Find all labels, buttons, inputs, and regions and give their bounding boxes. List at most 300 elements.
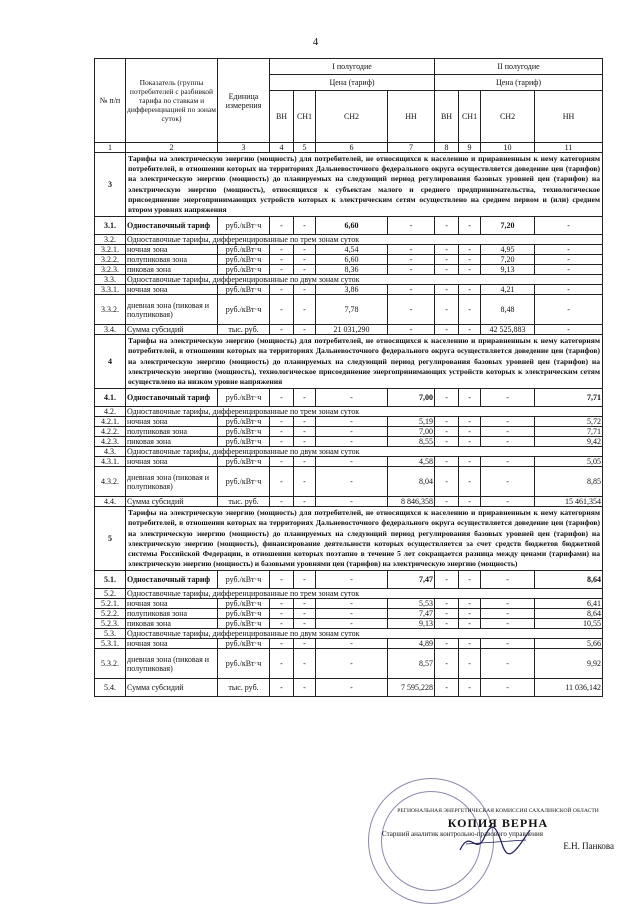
row-number: 5.2.3. xyxy=(95,619,126,629)
table-row xyxy=(95,497,603,507)
tariff-value: 7 595,228 xyxy=(388,679,435,697)
tariff-value: - xyxy=(316,389,388,407)
tariff-value: - xyxy=(294,609,316,619)
tariff-value: - xyxy=(294,649,316,679)
tariff-value: - xyxy=(481,427,535,437)
tariff-value: - xyxy=(459,457,481,467)
tariff-value: - xyxy=(481,437,535,447)
col-number: 8 xyxy=(435,143,459,153)
tariff-value: - xyxy=(459,417,481,427)
table-row xyxy=(95,417,603,427)
tariff-value: - xyxy=(435,649,459,679)
tariff-value: - xyxy=(459,609,481,619)
tariff-value: 5,19 xyxy=(388,417,435,427)
tariff-value: 5,53 xyxy=(388,599,435,609)
tariff-value: 4,58 xyxy=(388,457,435,467)
tariff-value: - xyxy=(270,679,294,697)
tariff-value: - xyxy=(435,679,459,697)
tariff-value: 8,57 xyxy=(388,649,435,679)
tariff-value: - xyxy=(294,497,316,507)
tariff-value: - xyxy=(316,427,388,437)
stamp-title: КОПИЯ ВЕРНА xyxy=(447,815,549,830)
header-half-1: I полугодие xyxy=(270,59,435,75)
section-title: Тарифы на электрическую энергию (мощность) для потребителей, не относящихся к населению и приравненным к нему категориям потребителей, в отношении которых на территориях Дальневосточного федерального округа осуществляется доведение цен (тарифов) на электрическую энергию (мощность) до планируемых на следующий период регулирования базовых уровней цен (тарифов) на электрическую энергию (мощность), относящихся к субъектам малого и среднего предпринимательства, технологическое присоединение энергопринимающих устройств которых к электрическим сетям осуществлено на среднем первом и (или) среднем втором уровнях напряжения xyxy=(126,153,603,217)
tariff-value: 9,42 xyxy=(535,437,603,447)
table-row xyxy=(95,457,603,467)
col-number: 6 xyxy=(316,143,388,153)
tariff-value: 9,13 xyxy=(481,265,535,275)
row-unit: руб./кВт·ч xyxy=(218,295,270,325)
row-label: ночная зона xyxy=(126,285,218,295)
tariff-value: - xyxy=(435,255,459,265)
tariff-value: - xyxy=(270,285,294,295)
table-row xyxy=(95,589,603,599)
table-row xyxy=(95,295,603,325)
tariff-value: - xyxy=(388,325,435,335)
tariff-value: 3,86 xyxy=(316,285,388,295)
row-label: дневная зона (пиковая и полупиковая) xyxy=(126,649,218,679)
tariff-value: - xyxy=(270,497,294,507)
tariff-value: - xyxy=(435,265,459,275)
tariff-value: 8 846,358 xyxy=(388,497,435,507)
row-label: ночная зона xyxy=(126,245,218,255)
row-number: 3.4. xyxy=(95,325,126,335)
tariff-value: - xyxy=(270,389,294,407)
tariff-value: 6,41 xyxy=(535,599,603,609)
tariff-value: - xyxy=(316,467,388,497)
tariff-value: 7,47 xyxy=(388,609,435,619)
tariff-value: - xyxy=(459,599,481,609)
row-label: ночная зона xyxy=(126,639,218,649)
tariff-value: - xyxy=(435,417,459,427)
tariff-value: - xyxy=(459,295,481,325)
tariff-value: 9,92 xyxy=(535,649,603,679)
row-number: 4.3.2. xyxy=(95,467,126,497)
header-vn-1: ВН xyxy=(270,91,294,143)
tariff-value: - xyxy=(316,497,388,507)
tariff-value: 10,55 xyxy=(535,619,603,629)
tariff-value: - xyxy=(294,265,316,275)
tariff-value: - xyxy=(435,599,459,609)
tariff-value: 8,85 xyxy=(535,467,603,497)
row-unit: руб./кВт·ч xyxy=(218,639,270,649)
row-number: 3.2.1. xyxy=(95,245,126,255)
tariff-value: - xyxy=(270,639,294,649)
row-number: 4.2.3. xyxy=(95,437,126,447)
row-number: 5.2.2. xyxy=(95,609,126,619)
subsection-title: Одноставочные тарифы, дифференцированные по двум зонам суток xyxy=(126,629,603,639)
table-row xyxy=(95,407,603,417)
tariff-value: - xyxy=(435,497,459,507)
tariff-value: 7,00 xyxy=(388,389,435,407)
tariff-value: - xyxy=(316,649,388,679)
row-number: 3.2.2. xyxy=(95,255,126,265)
table-row xyxy=(95,335,603,389)
row-unit: руб./кВт·ч xyxy=(218,609,270,619)
tariff-value: - xyxy=(388,245,435,255)
row-label: полупиковая зона xyxy=(126,427,218,437)
tariff-value: - xyxy=(435,437,459,447)
row-number: 5.2.1. xyxy=(95,599,126,609)
table-row xyxy=(95,325,603,335)
col-number: 4 xyxy=(270,143,294,153)
col-number: 2 xyxy=(126,143,218,153)
row-unit: руб./кВт·ч xyxy=(218,599,270,609)
tariff-value: - xyxy=(535,217,603,235)
table-row xyxy=(95,427,603,437)
row-number: 5.3. xyxy=(95,629,126,639)
tariff-value: - xyxy=(435,217,459,235)
tariff-value: - xyxy=(535,325,603,335)
tariff-value: - xyxy=(316,571,388,589)
tariff-value: 11 036,142 xyxy=(535,679,603,697)
tariff-value: 4,89 xyxy=(388,639,435,649)
tariff-value: - xyxy=(294,679,316,697)
tariff-value: 42 525,883 xyxy=(481,325,535,335)
table-row xyxy=(95,619,603,629)
tariff-value: - xyxy=(294,599,316,609)
tariff-value: - xyxy=(316,679,388,697)
col-number: 5 xyxy=(294,143,316,153)
tariff-value: 8,04 xyxy=(388,467,435,497)
table-row xyxy=(95,639,603,649)
header-price-2: Цена (тариф) xyxy=(435,75,603,91)
signature-image xyxy=(456,820,536,860)
tariff-value: - xyxy=(270,599,294,609)
row-unit: тыс. руб. xyxy=(218,497,270,507)
row-label: полупиковая зона xyxy=(126,609,218,619)
stamp-organization: РЕГИОНАЛЬНАЯ ЭНЕРГЕТИЧЕСКАЯ КОМИССИЯ САХАЛИНСКОЙ ОБЛАСТИ xyxy=(397,808,599,814)
table-row xyxy=(95,571,603,589)
header-unit: Единица измерения xyxy=(218,59,270,143)
row-label: Одноставочный тариф xyxy=(126,571,218,589)
row-number: 4.2.2. xyxy=(95,427,126,437)
tariff-value: - xyxy=(481,417,535,427)
tariff-value: - xyxy=(294,417,316,427)
tariff-value: - xyxy=(435,427,459,437)
tariff-table xyxy=(94,58,603,697)
tariff-value: - xyxy=(270,427,294,437)
tariff-value: - xyxy=(270,325,294,335)
tariff-value: 6,60 xyxy=(316,217,388,235)
row-unit: руб./кВт·ч xyxy=(218,649,270,679)
row-unit: руб./кВт·ч xyxy=(218,457,270,467)
section-number: 3 xyxy=(95,153,126,217)
tariff-value: - xyxy=(270,437,294,447)
tariff-value: - xyxy=(459,325,481,335)
tariff-value: - xyxy=(459,437,481,447)
tariff-value: - xyxy=(459,497,481,507)
tariff-value: 7,71 xyxy=(535,389,603,407)
tariff-value: - xyxy=(270,609,294,619)
table-row xyxy=(95,265,603,275)
row-label: дневная зона (пиковая и полупиковая) xyxy=(126,295,218,325)
row-unit: руб./кВт·ч xyxy=(218,467,270,497)
tariff-value: 7,78 xyxy=(316,295,388,325)
tariff-value: - xyxy=(481,639,535,649)
row-label: Одноставочный тариф xyxy=(126,217,218,235)
tariff-value: - xyxy=(435,245,459,255)
tariff-value: 7,00 xyxy=(388,427,435,437)
subsection-title: Одноставочные тарифы, дифференцированные по двум зонам суток xyxy=(126,275,603,285)
table-row xyxy=(95,275,603,285)
tariff-value: - xyxy=(270,649,294,679)
tariff-value: - xyxy=(270,245,294,255)
tariff-value: 8,48 xyxy=(481,295,535,325)
row-unit: руб./кВт·ч xyxy=(218,217,270,235)
tariff-value: 7,47 xyxy=(388,571,435,589)
row-label: ночная зона xyxy=(126,599,218,609)
row-label: ночная зона xyxy=(126,457,218,467)
tariff-value: - xyxy=(535,265,603,275)
tariff-value: - xyxy=(270,255,294,265)
header-sn1-2: СН1 xyxy=(459,91,481,143)
row-label: пиковая зона xyxy=(126,265,218,275)
tariff-value: 15 461,354 xyxy=(535,497,603,507)
tariff-value: - xyxy=(316,457,388,467)
tariff-value: - xyxy=(459,427,481,437)
header-sn1-1: СН1 xyxy=(294,91,316,143)
tariff-value: - xyxy=(459,467,481,497)
tariff-value: 4,21 xyxy=(481,285,535,295)
row-unit: руб./кВт·ч xyxy=(218,427,270,437)
table-row xyxy=(95,629,603,639)
col-number: 9 xyxy=(459,143,481,153)
tariff-value: - xyxy=(481,457,535,467)
table-row xyxy=(95,245,603,255)
tariff-value: 5,72 xyxy=(535,417,603,427)
tariff-value: - xyxy=(294,255,316,265)
tariff-value: - xyxy=(270,467,294,497)
tariff-value: - xyxy=(459,679,481,697)
table-row xyxy=(95,285,603,295)
tariff-value: - xyxy=(481,599,535,609)
tariff-value: 6,60 xyxy=(316,255,388,265)
tariff-value: - xyxy=(294,619,316,629)
row-number: 4.4. xyxy=(95,497,126,507)
row-label: Одноставочный тариф xyxy=(126,389,218,407)
tariff-value: - xyxy=(294,427,316,437)
section-title: Тарифы на электрическую энергию (мощность) для потребителей, не относящихся к населению и приравненным к нему категориям потребителей, в отношении которых на территориях Дальневосточного федерального округа осуществляется доведение цен (тарифов) на электрическую энергию (мощность) до планируемых на следующий период регулирования базовых уровней цен (тарифов) на электрическую энергию (мощность), технологическое присоединение энергопринимающих устройств которых к электрическим сетям осуществлено на низком уровне напряжения xyxy=(126,335,603,389)
row-number: 3.1. xyxy=(95,217,126,235)
row-unit: тыс. руб. xyxy=(218,679,270,697)
row-unit: тыс. руб. xyxy=(218,325,270,335)
tariff-value: - xyxy=(294,325,316,335)
tariff-value: 4,95 xyxy=(481,245,535,255)
tariff-value: - xyxy=(459,285,481,295)
tariff-value: - xyxy=(435,389,459,407)
tariff-value: - xyxy=(435,619,459,629)
tariff-value: - xyxy=(270,417,294,427)
tariff-value: - xyxy=(270,619,294,629)
header-vn-2: ВН xyxy=(435,91,459,143)
tariff-value: - xyxy=(459,217,481,235)
table-row xyxy=(95,447,603,457)
tariff-value: - xyxy=(316,437,388,447)
row-unit: руб./кВт·ч xyxy=(218,437,270,447)
row-label: пиковая зона xyxy=(126,437,218,447)
tariff-value: - xyxy=(270,571,294,589)
col-number: 11 xyxy=(535,143,603,153)
row-number: 3.2. xyxy=(95,235,126,245)
tariff-value: - xyxy=(481,679,535,697)
tariff-value: - xyxy=(316,417,388,427)
tariff-value: 7,20 xyxy=(481,255,535,265)
tariff-value: - xyxy=(435,285,459,295)
row-label: ночная зона xyxy=(126,417,218,427)
row-number: 3.3.1. xyxy=(95,285,126,295)
row-label: Сумма субсидий xyxy=(126,325,218,335)
tariff-value: - xyxy=(459,389,481,407)
row-unit: руб./кВт·ч xyxy=(218,245,270,255)
tariff-value: - xyxy=(481,389,535,407)
tariff-value: - xyxy=(388,217,435,235)
tariff-value: - xyxy=(294,457,316,467)
tariff-value: - xyxy=(294,245,316,255)
tariff-value: - xyxy=(316,639,388,649)
row-number: 4.2.1. xyxy=(95,417,126,427)
tariff-value: - xyxy=(316,619,388,629)
section-number: 5 xyxy=(95,507,126,571)
tariff-value: - xyxy=(388,265,435,275)
tariff-value: 7,71 xyxy=(535,427,603,437)
tariff-value: 8,55 xyxy=(388,437,435,447)
row-number: 5.3.1. xyxy=(95,639,126,649)
row-number: 4.3.1. xyxy=(95,457,126,467)
header-num: № п/п xyxy=(95,59,126,143)
tariff-value: - xyxy=(294,389,316,407)
tariff-value: 21 031,290 xyxy=(316,325,388,335)
header-nn-2: НН xyxy=(535,91,603,143)
tariff-value: 8,64 xyxy=(535,571,603,589)
row-number: 3.3. xyxy=(95,275,126,285)
tariff-value: - xyxy=(459,265,481,275)
row-label: пиковая зона xyxy=(126,619,218,629)
row-unit: руб./кВт·ч xyxy=(218,255,270,265)
row-number: 5.2. xyxy=(95,589,126,599)
table-row xyxy=(95,609,603,619)
tariff-value: - xyxy=(435,639,459,649)
row-label: Сумма субсидий xyxy=(126,497,218,507)
tariff-value: - xyxy=(435,295,459,325)
tariff-value: - xyxy=(435,325,459,335)
tariff-value: - xyxy=(535,285,603,295)
col-number: 7 xyxy=(388,143,435,153)
section-title: Тарифы на электрическую энергию (мощность) для потребителей, не относящихся к населению и приравненным к нему категориям потребителей, в отношении которых на территориях Дальневосточного федерального округа осуществляется доведение цен (тарифов) на электрическую энергию (мощность) до планируемых на следующий период регулирования базовых уровней цен (тарифов) на электрическую энергию (мощность), финансирование деятельности которых осуществляется за счет средств бюджетов бюджетной системы Российской Федерации, в отношении которых поэтапно в течение 5 лет сокращается разница между ценами (тарифами) на электрическую энергию (мощность) и базовыми уровнями цен (тарифов) на электрическую энергию (мощность) xyxy=(126,507,603,571)
row-number: 3.3.2. xyxy=(95,295,126,325)
row-unit: руб./кВт·ч xyxy=(218,417,270,427)
subsection-title: Одноставочные тарифы, дифференцированные по трем зонам суток xyxy=(126,589,603,599)
tariff-value: - xyxy=(294,467,316,497)
tariff-value: - xyxy=(294,295,316,325)
tariff-value: - xyxy=(481,571,535,589)
tariff-value: - xyxy=(459,639,481,649)
table-row xyxy=(95,437,603,447)
tariff-value: - xyxy=(270,295,294,325)
row-number: 5.3.2. xyxy=(95,649,126,679)
subsection-title: Одноставочные тарифы, дифференцированные по трем зонам суток xyxy=(126,407,603,417)
tariff-value: - xyxy=(481,619,535,629)
row-number: 4.3. xyxy=(95,447,126,457)
tariff-value: - xyxy=(459,255,481,265)
table-row xyxy=(95,235,603,245)
table-row xyxy=(95,467,603,497)
tariff-value: - xyxy=(435,609,459,619)
row-unit: руб./кВт·ч xyxy=(218,389,270,407)
row-label: полупиковая зона xyxy=(126,255,218,265)
table-row xyxy=(95,389,603,407)
table-row xyxy=(95,507,603,571)
tariff-value: 8,64 xyxy=(535,609,603,619)
table-row xyxy=(95,649,603,679)
tariff-value: 8,36 xyxy=(316,265,388,275)
table-row xyxy=(95,217,603,235)
table-row xyxy=(95,599,603,609)
tariff-value: - xyxy=(481,609,535,619)
subsection-title: Одноставочные тарифы, дифференцированные по трем зонам суток xyxy=(126,235,603,245)
section-number: 4 xyxy=(95,335,126,389)
tariff-value: - xyxy=(294,639,316,649)
tariff-value: - xyxy=(294,285,316,295)
table-row xyxy=(95,255,603,265)
tariff-value: - xyxy=(388,255,435,265)
tariff-value: - xyxy=(388,295,435,325)
tariff-value: - xyxy=(459,245,481,255)
tariff-value: 4,54 xyxy=(316,245,388,255)
page-number: 4 xyxy=(312,36,319,48)
tariff-value: - xyxy=(435,457,459,467)
row-number: 3.2.3. xyxy=(95,265,126,275)
header-nn-1: НН xyxy=(388,91,435,143)
tariff-value: - xyxy=(294,571,316,589)
row-number: 5.4. xyxy=(95,679,126,697)
row-unit: руб./кВт·ч xyxy=(218,571,270,589)
tariff-value: - xyxy=(481,649,535,679)
tariff-value: - xyxy=(270,457,294,467)
table-row xyxy=(95,679,603,697)
header-price-1: Цена (тариф) xyxy=(270,75,435,91)
tariff-value: - xyxy=(316,609,388,619)
tariff-value: - xyxy=(535,245,603,255)
tariff-value: 5,05 xyxy=(535,457,603,467)
tariff-value: - xyxy=(435,467,459,497)
tariff-value: - xyxy=(459,619,481,629)
tariff-value: 9,13 xyxy=(388,619,435,629)
stamp-position: Старший аналитик контрольно-правового управления xyxy=(382,829,543,838)
tariff-value: - xyxy=(316,599,388,609)
header-sn2-2: СН2 xyxy=(481,91,535,143)
row-unit: руб./кВт·ч xyxy=(218,265,270,275)
stamp-name: Е.Н. Панкова xyxy=(563,841,614,851)
col-number: 1 xyxy=(95,143,126,153)
tariff-value: - xyxy=(459,571,481,589)
row-label: Сумма субсидий xyxy=(126,679,218,697)
row-number: 4.2. xyxy=(95,407,126,417)
tariff-value: 5,66 xyxy=(535,639,603,649)
row-label: дневная зона (пиковая и полупиковая) xyxy=(126,467,218,497)
tariff-value: - xyxy=(270,265,294,275)
col-number: 10 xyxy=(481,143,535,153)
tariff-value: - xyxy=(481,467,535,497)
tariff-value: - xyxy=(388,285,435,295)
tariff-value: 7,20 xyxy=(481,217,535,235)
tariff-value: - xyxy=(294,217,316,235)
col-number: 3 xyxy=(218,143,270,153)
row-number: 5.1. xyxy=(95,571,126,589)
table-body xyxy=(95,153,603,697)
tariff-value: - xyxy=(270,217,294,235)
row-unit: руб./кВт·ч xyxy=(218,285,270,295)
